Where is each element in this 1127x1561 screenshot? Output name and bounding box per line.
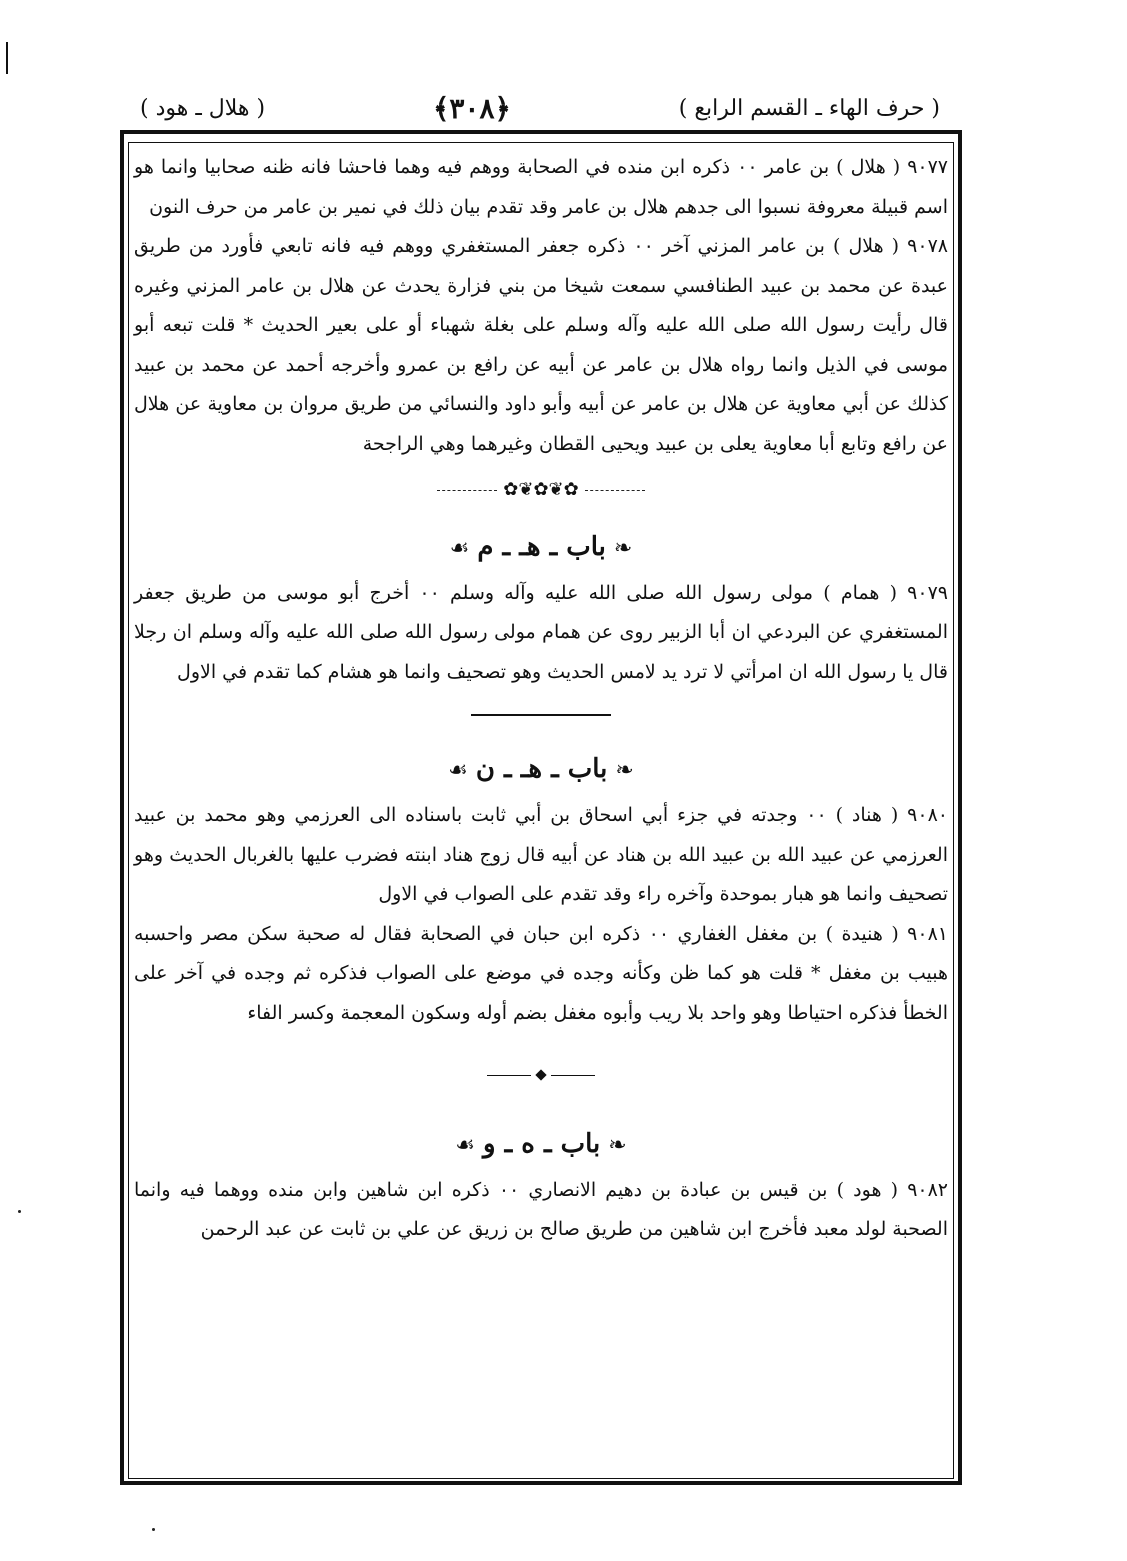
chapter-title-ha-waw: ❧باب ـ ه ـ و☙: [455, 1128, 627, 1159]
chapter-deco-icon: ☙: [448, 758, 468, 783]
header-entry-range: ( هلال ـ هود ): [140, 95, 266, 121]
diamond-ornament-icon: [535, 1069, 546, 1080]
section-divider: [471, 714, 611, 716]
scan-speck: [18, 1210, 21, 1213]
entry-9079: ٩٠٧٩ ( همام ) مولى رسول الله صلى الله عليه وآله وسلم ٠٠ أخرج أبو موسى من طريق جعفر المستغفري عن البردعي ان أبا الزبير روى عن همام مولى رسول الله صلى الله عليه وآله وسلم ان رجلا قال يا رسول الله ان امرأتي لا ترد يد لامس الحديث وهو تصحيف وانما هو هشام كما تقدم في الاول: [134, 581, 948, 683]
chapter-deco-icon: ❧: [613, 535, 633, 561]
chapter-deco-icon: ❧: [615, 758, 634, 783]
chapter-deco-icon: ❧: [608, 1132, 627, 1158]
section-divider-small: [134, 1055, 948, 1095]
header-section-title: ( حرف الهاء ـ القسم الرابع ): [678, 95, 940, 121]
page-body: [134, 148, 948, 1250]
chapter-title-ha-nun: ❧باب ـ هـ ـ ن☙: [448, 754, 634, 784]
chapter-title-ha-mim: ❧باب ـ هـ ـ م☙: [449, 531, 633, 562]
scan-margin-mark: [6, 42, 8, 74]
scan-speck: [152, 1528, 155, 1531]
page-header: [140, 88, 940, 128]
entry-9078: ٩٠٧٨ ( هلال ) بن عامر المزني آخر ٠٠ ذكره جعفر المستغفري ووهم فيه فانه تابعي فأورد من طريق عبدة عن محمد بن عبيد الطنافسي سمعت شيخا من بني فزارة يحدث عن هلال بن عامر المزني وغيره قال رأيت رسول الله صلى الله عليه وآله وسلم على بغلة شهباء أو على بعير الحديث * قلت تبعه أبو موسى في الذيل وانما رواه هلال بن عامر عن أبيه عن رافع بن عمرو وأخرجه أحمد عن محمد بن عبيد كذلك عن أبي معاوية عن هلال بن عامر عن أبيه وأبو داود والنسائي من طريق مروان بن معاوية عن هلال عن رافع وتابع أبا معاوية يعلى بن عبيد ويحيى القطان وغيرهما وهي الراجحة: [134, 235, 948, 455]
chapter-deco-icon: ☙: [455, 1132, 476, 1158]
page-number: ﴿٣٠٨﴾: [432, 91, 511, 125]
entry-9082: ٩٠٨٢ ( هود ) بن قيس بن عبادة بن دهيم الانصاري ٠٠ ذكره ابن شاهين وابن منده ووهما فيه وانما الصحبة لولد معبد فأخرج ابن شاهين من طريق صالح بن زريق عن علي بن ثابت عن عبد الرحمن: [134, 1178, 949, 1240]
chapter-deco-icon: ☙: [449, 535, 470, 561]
section-ornament: [134, 470, 948, 510]
entry-9080: ٩٠٨٠ ( هناد ) ٠٠ وجدته في جزء أبي اسحاق بن أبي ثابت باسناده الى العرزمي وهو محمد بن عبيد العرزمي عن عبيد الله بن عبيد الله بن هناد عن أبيه قال زوج هناد ابنته فضرب عليها بالغربال الحديث وهو تصحيف وانما هو هبار بموحدة وآخره راء وقد تقدم على الصواب في الاول: [134, 804, 948, 905]
floral-ornament-icon: ✿❦✿❦✿: [503, 479, 579, 500]
entry-9081: ٩٠٨١ ( هنيدة ) بن مغفل الغفاري ٠٠ ذكره ابن حبان في الصحابة فقال له صحبة سكن مصر واحسبه هبيب بن مغفل * قلت هو كما ظن وكأنه وجده في موضع على الصواب فذكره ثم وجده في آخر على الخطأ فذكره احتياطا وهو واحد بلا ريب وأبوه مغفل بضم أوله وسكون المعجمة وكسر الفاء: [134, 922, 948, 1024]
entry-9077: ٩٠٧٧ ( هلال ) بن عامر ٠٠ ذكره ابن منده في الصحابة ووهم فيه وهما فاحشا فانه ظنه صحابيا وانما هو اسم قبيلة معروفة نسبوا الى جدهم هلال بن عامر وقد تقدم بيان ذلك في نمير بن عامر من حرف النون: [134, 156, 949, 218]
